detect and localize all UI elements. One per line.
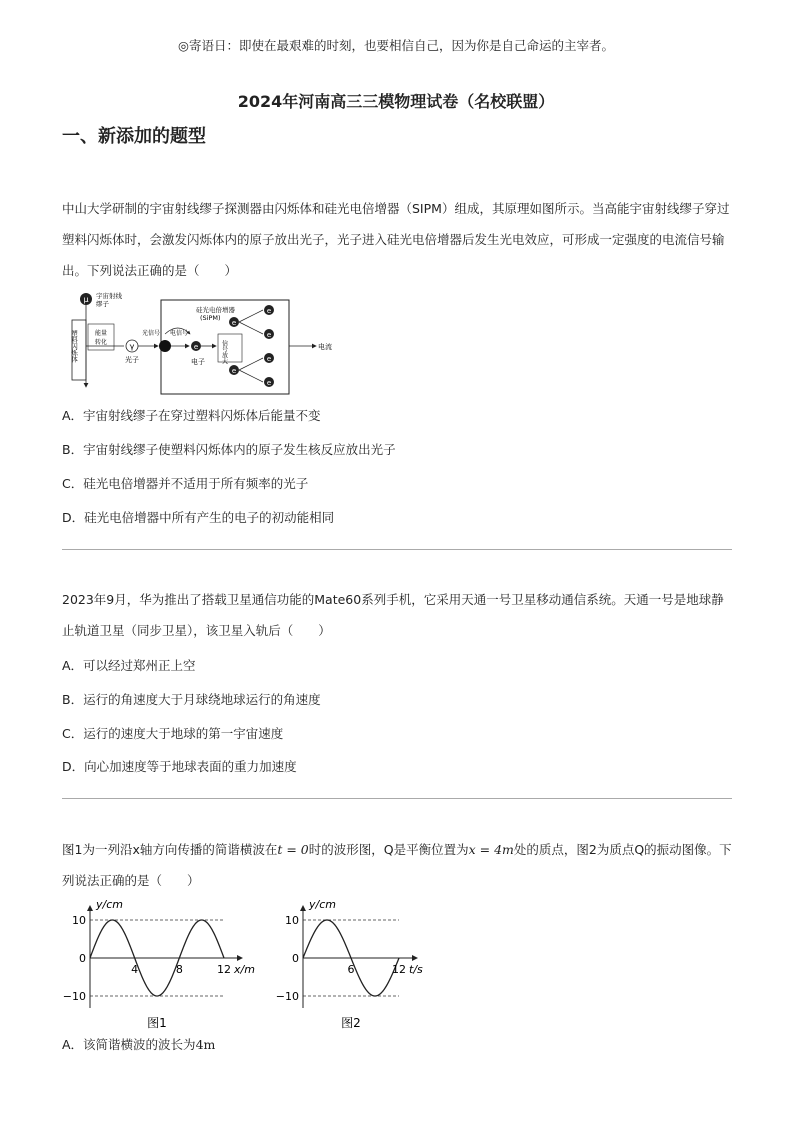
amplify-label: 信号放大 <box>220 340 228 364</box>
chart-title: 图1 <box>147 1016 167 1030</box>
svg-text:e: e <box>231 319 237 327</box>
x-tick-label: 12 <box>217 963 231 976</box>
muon-symbol: μ <box>83 295 89 304</box>
divider <box>62 549 732 550</box>
q3-position-expression: x = 4m <box>468 842 514 857</box>
current-label: 电流 <box>318 343 332 351</box>
wave-chart-1 <box>62 895 272 1030</box>
section-heading: 一、新添加的题型 <box>62 126 206 147</box>
light-signal-label: 光信号 <box>142 330 161 337</box>
energy-label-1: 能量 <box>94 330 108 337</box>
y-tick-label: −10 <box>275 990 299 1003</box>
svg-text:e: e <box>266 379 272 387</box>
svg-text:e: e <box>266 307 272 315</box>
x-tick-label: 6 <box>347 963 355 976</box>
svg-text:e: e <box>193 343 199 351</box>
q1-option-c[interactable]: C．硅光电倍增器并不适用于所有频率的光子 <box>62 476 309 491</box>
scintillator-label: 塑料闪烁体 <box>70 330 78 363</box>
q2-stem: 2023年9月，华为推出了搭载卫星通信功能的Mate60系列手机，它采用天通一号卫星移动通信系统。天通一号是地球静止轨道卫星（同步卫星），该卫星入轨后（ ） <box>62 592 724 638</box>
energy-label-2: 转化 <box>94 339 108 346</box>
page-title: 2024年河南高三三模物理试卷（名校联盟） <box>237 92 555 111</box>
q1-diagram <box>66 290 336 400</box>
muon-label-1: 宇宙射线 <box>96 292 122 300</box>
photon-label: 光子 <box>125 356 139 364</box>
q2-option-d[interactable]: D．向心加速度等于地球表面的重力加速度 <box>62 759 297 774</box>
x-tick-label: 8 <box>175 963 183 976</box>
x-tick-label: 4 <box>131 963 139 976</box>
svg-text:e: e <box>231 367 237 375</box>
x-axis-label: x/m <box>234 963 255 976</box>
gamma-symbol: γ <box>129 342 135 351</box>
q1-option-d[interactable]: D．硅光电倍增器中所有产生的电子的初动能相同 <box>62 510 335 525</box>
x-tick-label: 12 <box>392 963 406 976</box>
q2-option-b[interactable]: B．运行的角速度大于月球绕地球运行的角速度 <box>62 692 321 707</box>
detector-dot <box>159 340 171 352</box>
y-axis-label: y/cm <box>309 898 336 911</box>
q1-option-a[interactable]: A．宇宙射线缪子在穿过塑料闪烁体后能量不变 <box>62 408 321 423</box>
q1-option-b[interactable]: B．宇宙射线缪子使塑料闪烁体内的原子发生核反应放出光子 <box>62 442 396 457</box>
x-axis-label: t/s <box>409 963 423 976</box>
q3-stem <box>62 834 734 896</box>
y-tick-label: 10 <box>285 914 299 927</box>
sipm-label-1: 硅光电倍增器 <box>196 306 235 314</box>
q3-stem-part2: 时的波形图，Q是平衡位置为 <box>308 842 469 857</box>
svg-text:e: e <box>266 355 272 363</box>
y-tick-label: 10 <box>72 914 86 927</box>
q2-option-a[interactable]: A．可以经过郑州正上空 <box>62 658 196 673</box>
y-tick-label: 0 <box>79 952 86 965</box>
y-tick-label: −10 <box>62 990 86 1003</box>
y-tick-label: 0 <box>292 952 299 965</box>
chart-title: 图2 <box>341 1016 361 1030</box>
muon-label-2: 缪子 <box>96 300 109 308</box>
svg-text:e: e <box>266 331 272 339</box>
q1-stem: 中山大学研制的宇宙射线缪子探测器由闪烁体和硅光电倍增器（SIPM）组成，其原理如图所示。当高能宇宙射线缪子穿过塑料闪烁体时，会激发闪烁体内的原子放出光子，光子进入硅光电倍增器后发生光电效应，可形成一定强度的电流信号输出。下列说法正确的是（ ） <box>62 201 730 278</box>
electron-label: 电子 <box>191 358 205 366</box>
y-axis-label: y/cm <box>96 898 123 911</box>
vibration-chart-2 <box>275 895 465 1030</box>
header-motto: ◎寄语日：即使在最艰难的时刻，也要相信自己，因为你是自己命运的主宰者。 <box>178 38 614 53</box>
q2-option-c[interactable]: C．运行的速度大于地球的第一宇宙速度 <box>62 726 284 741</box>
q3-time-expression: t = 0 <box>277 842 309 857</box>
q3-option-a-text: A．该简谐横波的波长为 <box>62 1037 196 1052</box>
electric-signal-label: 电信号 <box>170 330 189 337</box>
q3-option-a[interactable] <box>62 1035 215 1053</box>
divider <box>62 798 732 799</box>
q3-stem-part3: 处的质点，图2为质点Q的振动图像。下列说法正确的是（ ） <box>62 842 732 888</box>
q3-option-a-value: 4m <box>195 1037 216 1052</box>
sipm-label-2: (SiPM) <box>200 314 221 322</box>
q3-stem-part1: 图1为一列沿x轴方向传播的简谐横波在 <box>62 842 278 857</box>
